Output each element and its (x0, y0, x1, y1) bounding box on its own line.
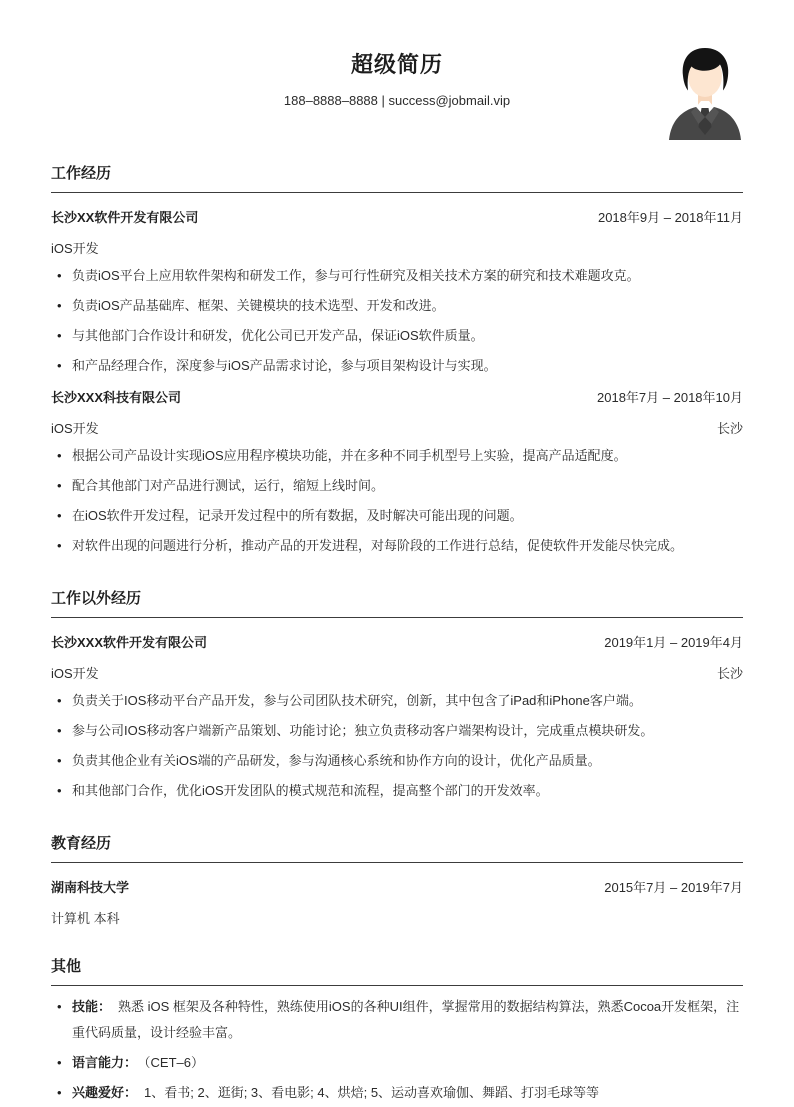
entry-title-row (51, 877, 743, 896)
bullet-item: • 与其他部门合作设计和研发，优化公司已开发产品，保证iOS软件质量。 (51, 323, 743, 349)
entry-sub-row (51, 663, 743, 682)
entry-role: iOS开发 (51, 241, 99, 256)
other-item-skills (51, 994, 743, 1046)
bullet-item: • 和产品经理合作，深度参与iOS产品需求讨论，参与项目架构设计与实现。 (51, 353, 743, 379)
entry-date: 2019年1月 – 2019年4月 (604, 635, 743, 650)
resume-header (51, 48, 743, 108)
bullet-item: • 负责iOS产品基础库、框架、关键模块的技术选型、开发和改进。 (51, 293, 743, 319)
entry-location: 长沙 (716, 421, 743, 436)
bullet-list (51, 263, 743, 379)
male-avatar-icon (667, 42, 743, 140)
entry-sub-row (51, 238, 743, 257)
other-item-text: 1、看书; 2、逛街; 3、看电影; 4、烘焙; 5、运动喜欢瑜伽、舞蹈、打羽毛球等等 (144, 1085, 600, 1100)
company-name: 长沙XXX科技有限公司 (51, 390, 182, 405)
section-heading-extra-work: 工作以外经历 (51, 587, 743, 618)
entry-sub-row (51, 908, 743, 927)
entry-role: iOS开发 (51, 421, 99, 436)
major-degree: 计算机 本科 (51, 911, 120, 926)
bullet-item: • 负责其他企业有关iOS端的产品研发，参与沟通核心系统和协作方向的设计，优化产品质量。 (51, 748, 743, 774)
company-name: 长沙XX软件开发有限公司 (51, 210, 199, 225)
bullet-item: • 参与公司IOS移动客户端新产品策划、功能讨论；独立负责移动客户端架构设计，完成重点模块研发。 (51, 718, 743, 744)
bullet-item: • 负责iOS平台上应用软件架构和研发工作，参与可行性研究及相关技术方案的研究和技术难题攻克。 (51, 263, 743, 289)
entry-role: iOS开发 (51, 666, 99, 681)
other-item-label: 兴趣爱好： (72, 1085, 138, 1100)
entry-sub-row (51, 418, 743, 437)
work-entry-2 (51, 387, 743, 559)
other-item-text: 熟悉 iOS 框架及各种特性，熟练使用iOS的各种UI组件，掌握常用的数据结构算法，熟悉Cocoa开发框架，注重代码质量，设计经验丰富。 (72, 999, 740, 1040)
bullet-item: • 负责关于IOS移动平台产品开发，参与公司团队技术研究，创新，其中包含了iPad和iPhone客户端。 (51, 688, 743, 714)
section-other (51, 955, 743, 1106)
entry-date: 2015年7月 – 2019年7月 (604, 880, 743, 895)
bullet-item: • 在iOS软件开发过程，记录开发过程中的所有数据，及时解决可能出现的问题。 (51, 503, 743, 529)
entry-title-row (51, 207, 743, 226)
section-extra-work-experience (51, 587, 743, 804)
section-heading-other: 其他 (51, 955, 743, 986)
other-item-hobbies (51, 1080, 743, 1106)
work-entry-1 (51, 207, 743, 379)
other-item-label: 语言能力： (72, 1055, 138, 1070)
bullet-item: • 对软件出现的问题进行分析，推动产品的开发进程，对每阶段的工作进行总结，促使软件开发能尽快完成。 (51, 533, 743, 559)
entry-date: 2018年9月 – 2018年11月 (597, 210, 743, 225)
other-item-text: （CET–6） (144, 1055, 204, 1070)
other-item-label: 技能： (72, 999, 112, 1014)
resume-title: 超级简历 (350, 52, 443, 77)
other-list (51, 994, 743, 1106)
company-name: 长沙XXX软件开发有限公司 (51, 635, 208, 650)
entry-date: 2018年7月 – 2018年10月 (597, 390, 743, 405)
other-item-language (51, 1050, 743, 1076)
bullet-list (51, 688, 743, 804)
bullet-item: • 根据公司产品设计实现iOS应用程序模块功能，并在多种不同手机型号上实验，提高产品适配度。 (51, 443, 743, 469)
bullet-item: • 配合其他部门对产品进行测试，运行，缩短上线时间。 (51, 473, 743, 499)
section-education (51, 832, 743, 927)
contact-line: 188–8888–8888 | success@jobmail.vip (283, 93, 511, 108)
section-work-experience (51, 162, 743, 559)
entry-title-row (51, 387, 743, 406)
bullet-item: • 和其他部门合作，优化iOS开发团队的模式规范和流程，提高整个部门的开发效率。 (51, 778, 743, 804)
education-entry-1 (51, 877, 743, 927)
entry-location: 长沙 (716, 666, 743, 681)
section-heading-work: 工作经历 (51, 162, 743, 193)
school-name: 湖南科技大学 (51, 880, 130, 895)
extra-work-entry-1 (51, 632, 743, 804)
avatar-photo (667, 42, 743, 140)
entry-title-row (51, 632, 743, 651)
bullet-list (51, 443, 743, 559)
section-heading-education: 教育经历 (51, 832, 743, 863)
